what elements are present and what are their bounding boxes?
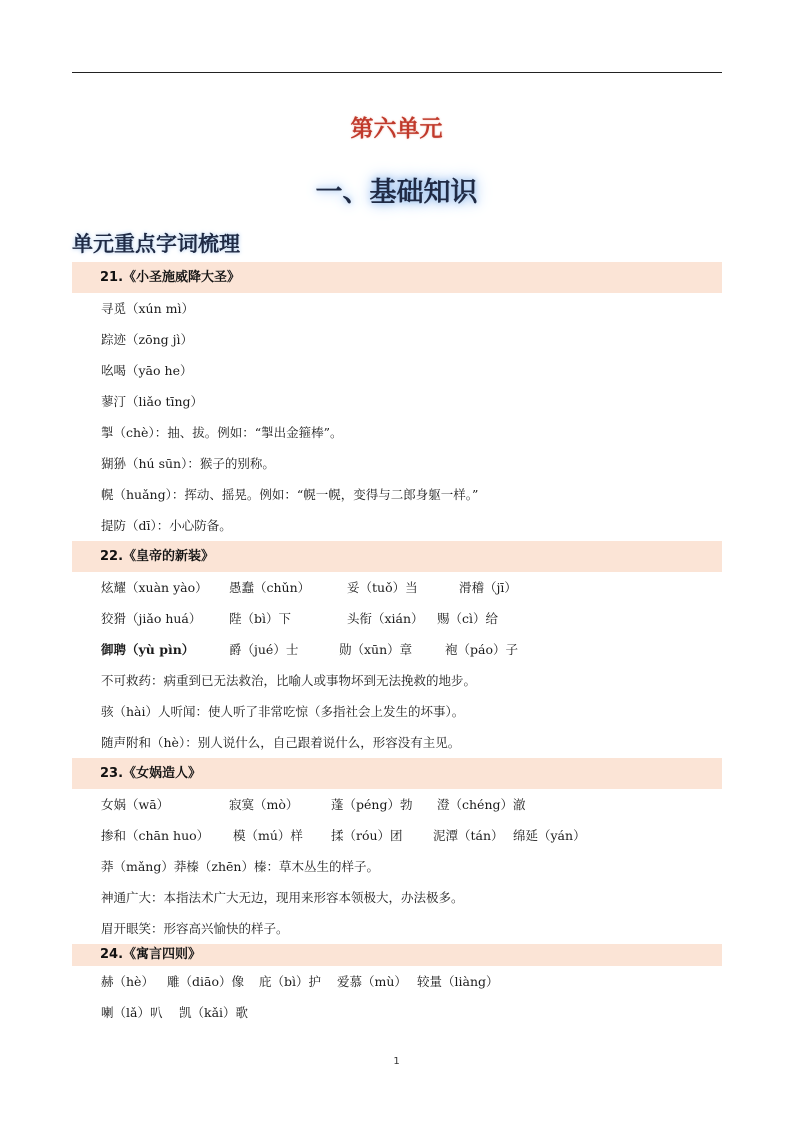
vocab-line: 吆喝（yāo he） bbox=[101, 363, 193, 378]
vocab-line: 踪迹（zōng jì） bbox=[101, 332, 194, 347]
word-item: 勋（xūn）章 bbox=[339, 642, 413, 657]
word-row bbox=[72, 820, 722, 851]
word-item: 愚蠢（chǔn） bbox=[229, 580, 311, 595]
lesson-heading: 23.《女娲造人》 bbox=[72, 758, 722, 789]
lesson-heading: 22.《皇帝的新装》 bbox=[72, 541, 722, 572]
word-item: 炫耀（xuàn yào） bbox=[101, 580, 208, 595]
vocab-line: 寻觅（xún mì） bbox=[101, 301, 194, 316]
word-row bbox=[72, 603, 722, 634]
word-row bbox=[72, 997, 722, 1028]
word-item: 模（mú）样 bbox=[233, 828, 303, 843]
word-item: 袍（páo）子 bbox=[445, 642, 518, 657]
header-rule bbox=[72, 72, 722, 73]
section-title bbox=[0, 170, 793, 209]
word-item: 庇（bì）护 bbox=[259, 974, 321, 989]
word-item: 赐（cì）给 bbox=[437, 611, 498, 626]
vocab-line: 眉开眼笑：形容高兴愉快的样子。 bbox=[101, 921, 289, 936]
word-item: 爱慕（mù） bbox=[337, 974, 407, 989]
vocab-line: 莽（mǎng）莽榛（zhēn）榛：草木丛生的样子。 bbox=[101, 859, 379, 874]
word-item: 头衔（xián） bbox=[347, 611, 424, 626]
vocab-line: 提防（dī）：小心防备。 bbox=[101, 518, 232, 533]
word-item: 澄（chéng）澈 bbox=[437, 797, 526, 812]
word-item: 凯（kǎi）歌 bbox=[179, 1005, 249, 1020]
word-row bbox=[72, 966, 722, 997]
vocab-line: 神通广大：本指法术广大无边，现用来形容本领极大，办法极多。 bbox=[101, 890, 464, 905]
word-row bbox=[72, 572, 722, 603]
vocab-line: 幌（huǎng）：挥动、摇晃。例如：“幌一幌，变得与二郎身躯一样。” bbox=[101, 487, 479, 502]
word-item: 揉（róu）团 bbox=[331, 828, 403, 843]
word-item: 女娲（wā） bbox=[101, 797, 170, 812]
vocab-line: 骇（hài）人听闻：使人听了非常吃惊（多指社会上发生的坏事）。 bbox=[101, 704, 465, 719]
vocab-line: 蓼汀（liǎo tīng） bbox=[101, 394, 204, 409]
sub-title: 单元重点字词梳理 bbox=[72, 232, 240, 256]
vocab-line: 猢狲（hú sūn）：猴子的别称。 bbox=[101, 456, 275, 471]
page-number: 1 bbox=[393, 1056, 400, 1067]
vocab-line: 不可救药：病重到已无法救治，比喻人或事物坏到无法挽救的地步。 bbox=[101, 673, 477, 688]
word-item: 御聘（yù pìn） bbox=[101, 642, 195, 657]
word-item: 雕（diāo）像 bbox=[167, 974, 244, 989]
section-title-text: 一、基础知识 bbox=[315, 177, 478, 208]
unit-title: 第六单元 bbox=[350, 116, 443, 142]
word-item: 泥潭（tán） bbox=[433, 828, 504, 843]
word-item: 赫（hè） bbox=[101, 974, 154, 989]
lesson-heading: 24.《寓言四则》 bbox=[72, 944, 722, 966]
vocab-line: 随声附和（hè）：别人说什么，自己跟着说什么，形容没有主见。 bbox=[101, 735, 461, 750]
word-item: 较量（liàng） bbox=[417, 974, 499, 989]
word-item: 蓬（péng）勃 bbox=[331, 797, 413, 812]
word-item: 狡猾（jiǎo huá） bbox=[101, 611, 202, 626]
lesson-heading: 21.《小圣施威降大圣》 bbox=[72, 262, 722, 293]
word-item: 喇（lǎ）叭 bbox=[101, 1005, 163, 1020]
vocab-content bbox=[72, 262, 722, 1028]
word-item: 滑稽（jī） bbox=[459, 580, 517, 595]
word-item: 绵延（yán） bbox=[513, 828, 586, 843]
word-item: 妥（tuǒ）当 bbox=[347, 580, 418, 595]
word-item: 爵（jué）士 bbox=[229, 642, 299, 657]
word-item: 寂寞（mò） bbox=[229, 797, 299, 812]
word-row bbox=[72, 634, 722, 665]
vocab-line: 掣（chè）：抽、拔。例如：“掣出金箍棒”。 bbox=[101, 425, 343, 440]
word-item: 陛（bì）下 bbox=[229, 611, 291, 626]
word-row bbox=[72, 789, 722, 820]
word-item: 掺和（chān huo） bbox=[101, 828, 210, 843]
